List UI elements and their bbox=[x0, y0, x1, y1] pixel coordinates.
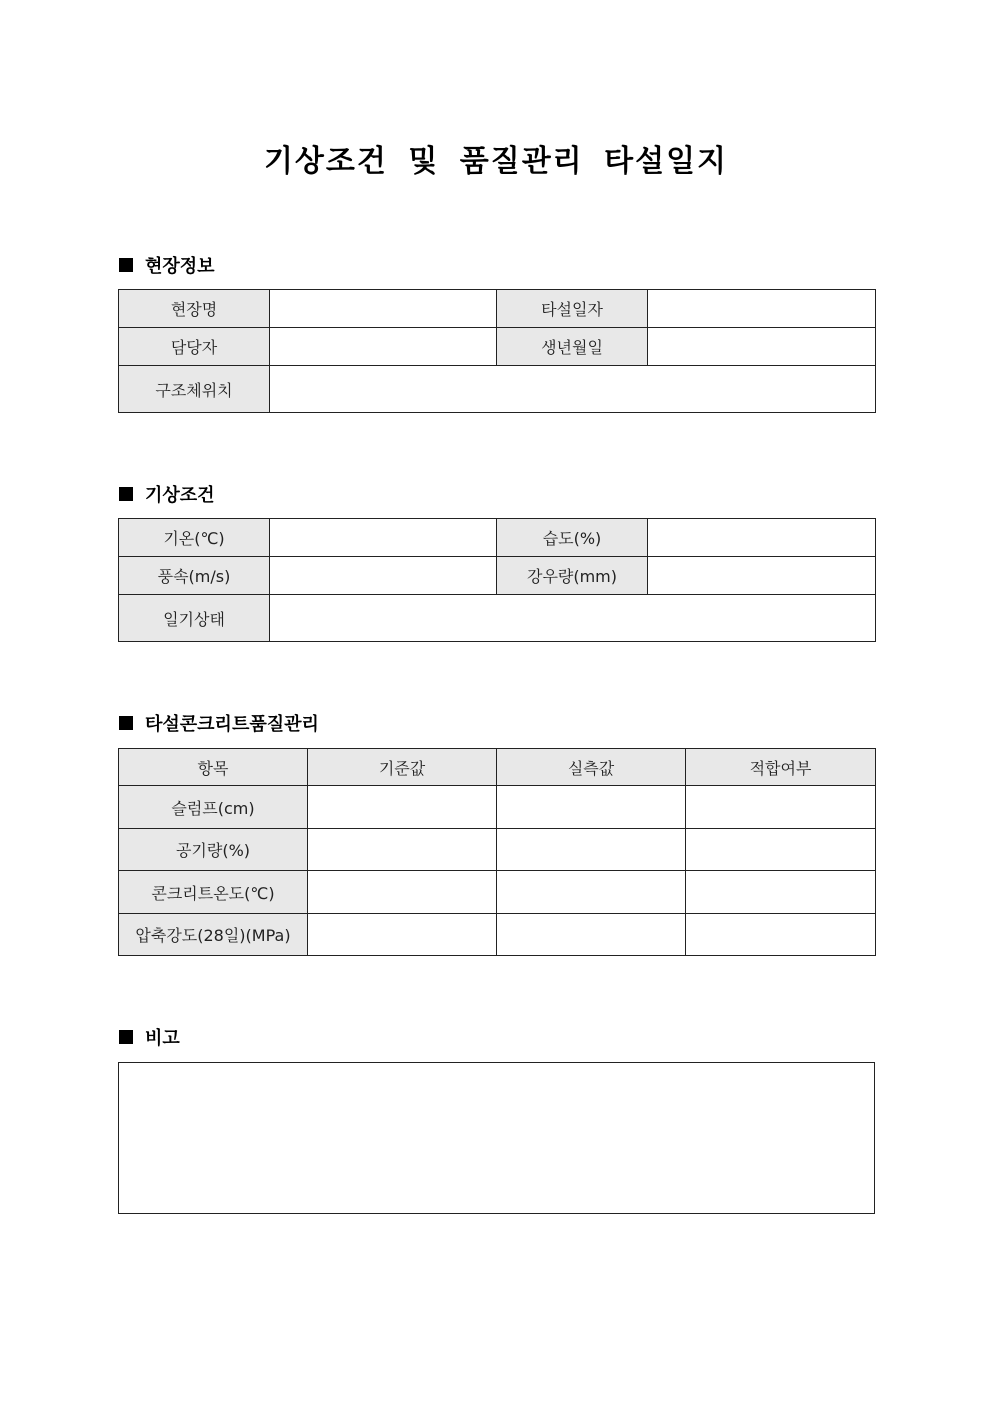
weather-state-field[interactable] bbox=[270, 595, 876, 642]
compressive-strength-measured-field[interactable] bbox=[497, 914, 686, 956]
weather-state-label: 일기상태 bbox=[119, 595, 270, 642]
row-label-air-content: 공기량(%) bbox=[119, 829, 308, 871]
row-label-compressive-strength: 압축강도(28일)(MPa) bbox=[119, 914, 308, 956]
table-row bbox=[119, 871, 876, 914]
section-title: 기상조건 bbox=[145, 485, 215, 506]
column-header-pass: 적합여부 bbox=[686, 749, 876, 786]
section-title: 타설콘크리트품질관리 bbox=[145, 714, 319, 735]
rainfall-label: 강우량(mm) bbox=[497, 557, 648, 595]
slump-measured-field[interactable] bbox=[497, 786, 686, 829]
concrete-temperature-measured-field[interactable] bbox=[497, 871, 686, 914]
black-square-icon bbox=[119, 487, 133, 501]
air-content-standard-field[interactable] bbox=[308, 829, 497, 871]
quality-table bbox=[118, 748, 876, 956]
manager-label: 담당자 bbox=[119, 328, 270, 366]
concrete-temperature-pass-field[interactable] bbox=[686, 871, 876, 914]
slump-pass-field[interactable] bbox=[686, 786, 876, 829]
structure-location-label: 구조체위치 bbox=[119, 366, 270, 413]
concrete-temperature-standard-field[interactable] bbox=[308, 871, 497, 914]
table-row bbox=[119, 519, 876, 557]
black-square-icon bbox=[119, 258, 133, 272]
birth-date-label: 생년월일 bbox=[497, 328, 648, 366]
black-square-icon bbox=[119, 1030, 133, 1044]
column-header-standard: 기준값 bbox=[308, 749, 497, 786]
column-header-item: 항목 bbox=[119, 749, 308, 786]
pour-date-label: 타설일자 bbox=[497, 290, 648, 328]
manager-field[interactable] bbox=[270, 328, 497, 366]
section-heading-weather bbox=[119, 482, 215, 506]
column-header-measured: 실측값 bbox=[497, 749, 686, 786]
humidity-field[interactable] bbox=[648, 519, 876, 557]
temperature-label: 기온(℃) bbox=[119, 519, 270, 557]
section-title: 현장정보 bbox=[145, 256, 215, 277]
air-content-measured-field[interactable] bbox=[497, 829, 686, 871]
compressive-strength-standard-field[interactable] bbox=[308, 914, 497, 956]
table-row bbox=[119, 914, 876, 956]
table-row bbox=[119, 786, 876, 829]
slump-standard-field[interactable] bbox=[308, 786, 497, 829]
weather-table bbox=[118, 518, 876, 642]
compressive-strength-pass-field[interactable] bbox=[686, 914, 876, 956]
pour-date-field[interactable] bbox=[648, 290, 876, 328]
table-row bbox=[119, 328, 876, 366]
temperature-field[interactable] bbox=[270, 519, 497, 557]
row-label-slump: 슬럼프(cm) bbox=[119, 786, 308, 829]
section-heading-quality bbox=[119, 711, 319, 735]
site-name-label: 현장명 bbox=[119, 290, 270, 328]
table-row bbox=[119, 557, 876, 595]
section-title: 비고 bbox=[145, 1028, 180, 1049]
table-header-row bbox=[119, 749, 876, 786]
wind-speed-field[interactable] bbox=[270, 557, 497, 595]
birth-date-field[interactable] bbox=[648, 328, 876, 366]
table-row bbox=[119, 829, 876, 871]
structure-location-field[interactable] bbox=[270, 366, 876, 413]
rainfall-field[interactable] bbox=[648, 557, 876, 595]
air-content-pass-field[interactable] bbox=[686, 829, 876, 871]
table-row bbox=[119, 366, 876, 413]
humidity-label: 습도(%) bbox=[497, 519, 648, 557]
site-info-table bbox=[118, 289, 876, 413]
table-row bbox=[119, 595, 876, 642]
black-square-icon bbox=[119, 716, 133, 730]
remarks-field[interactable] bbox=[118, 1062, 875, 1214]
document-title: 기상조건 및 품질관리 타설일지 bbox=[263, 144, 729, 179]
section-heading-site-info bbox=[119, 253, 215, 277]
wind-speed-label: 풍속(m/s) bbox=[119, 557, 270, 595]
section-heading-remarks bbox=[119, 1025, 180, 1049]
site-name-field[interactable] bbox=[270, 290, 497, 328]
row-label-concrete-temperature: 콘크리트온도(℃) bbox=[119, 871, 308, 914]
table-row bbox=[119, 290, 876, 328]
